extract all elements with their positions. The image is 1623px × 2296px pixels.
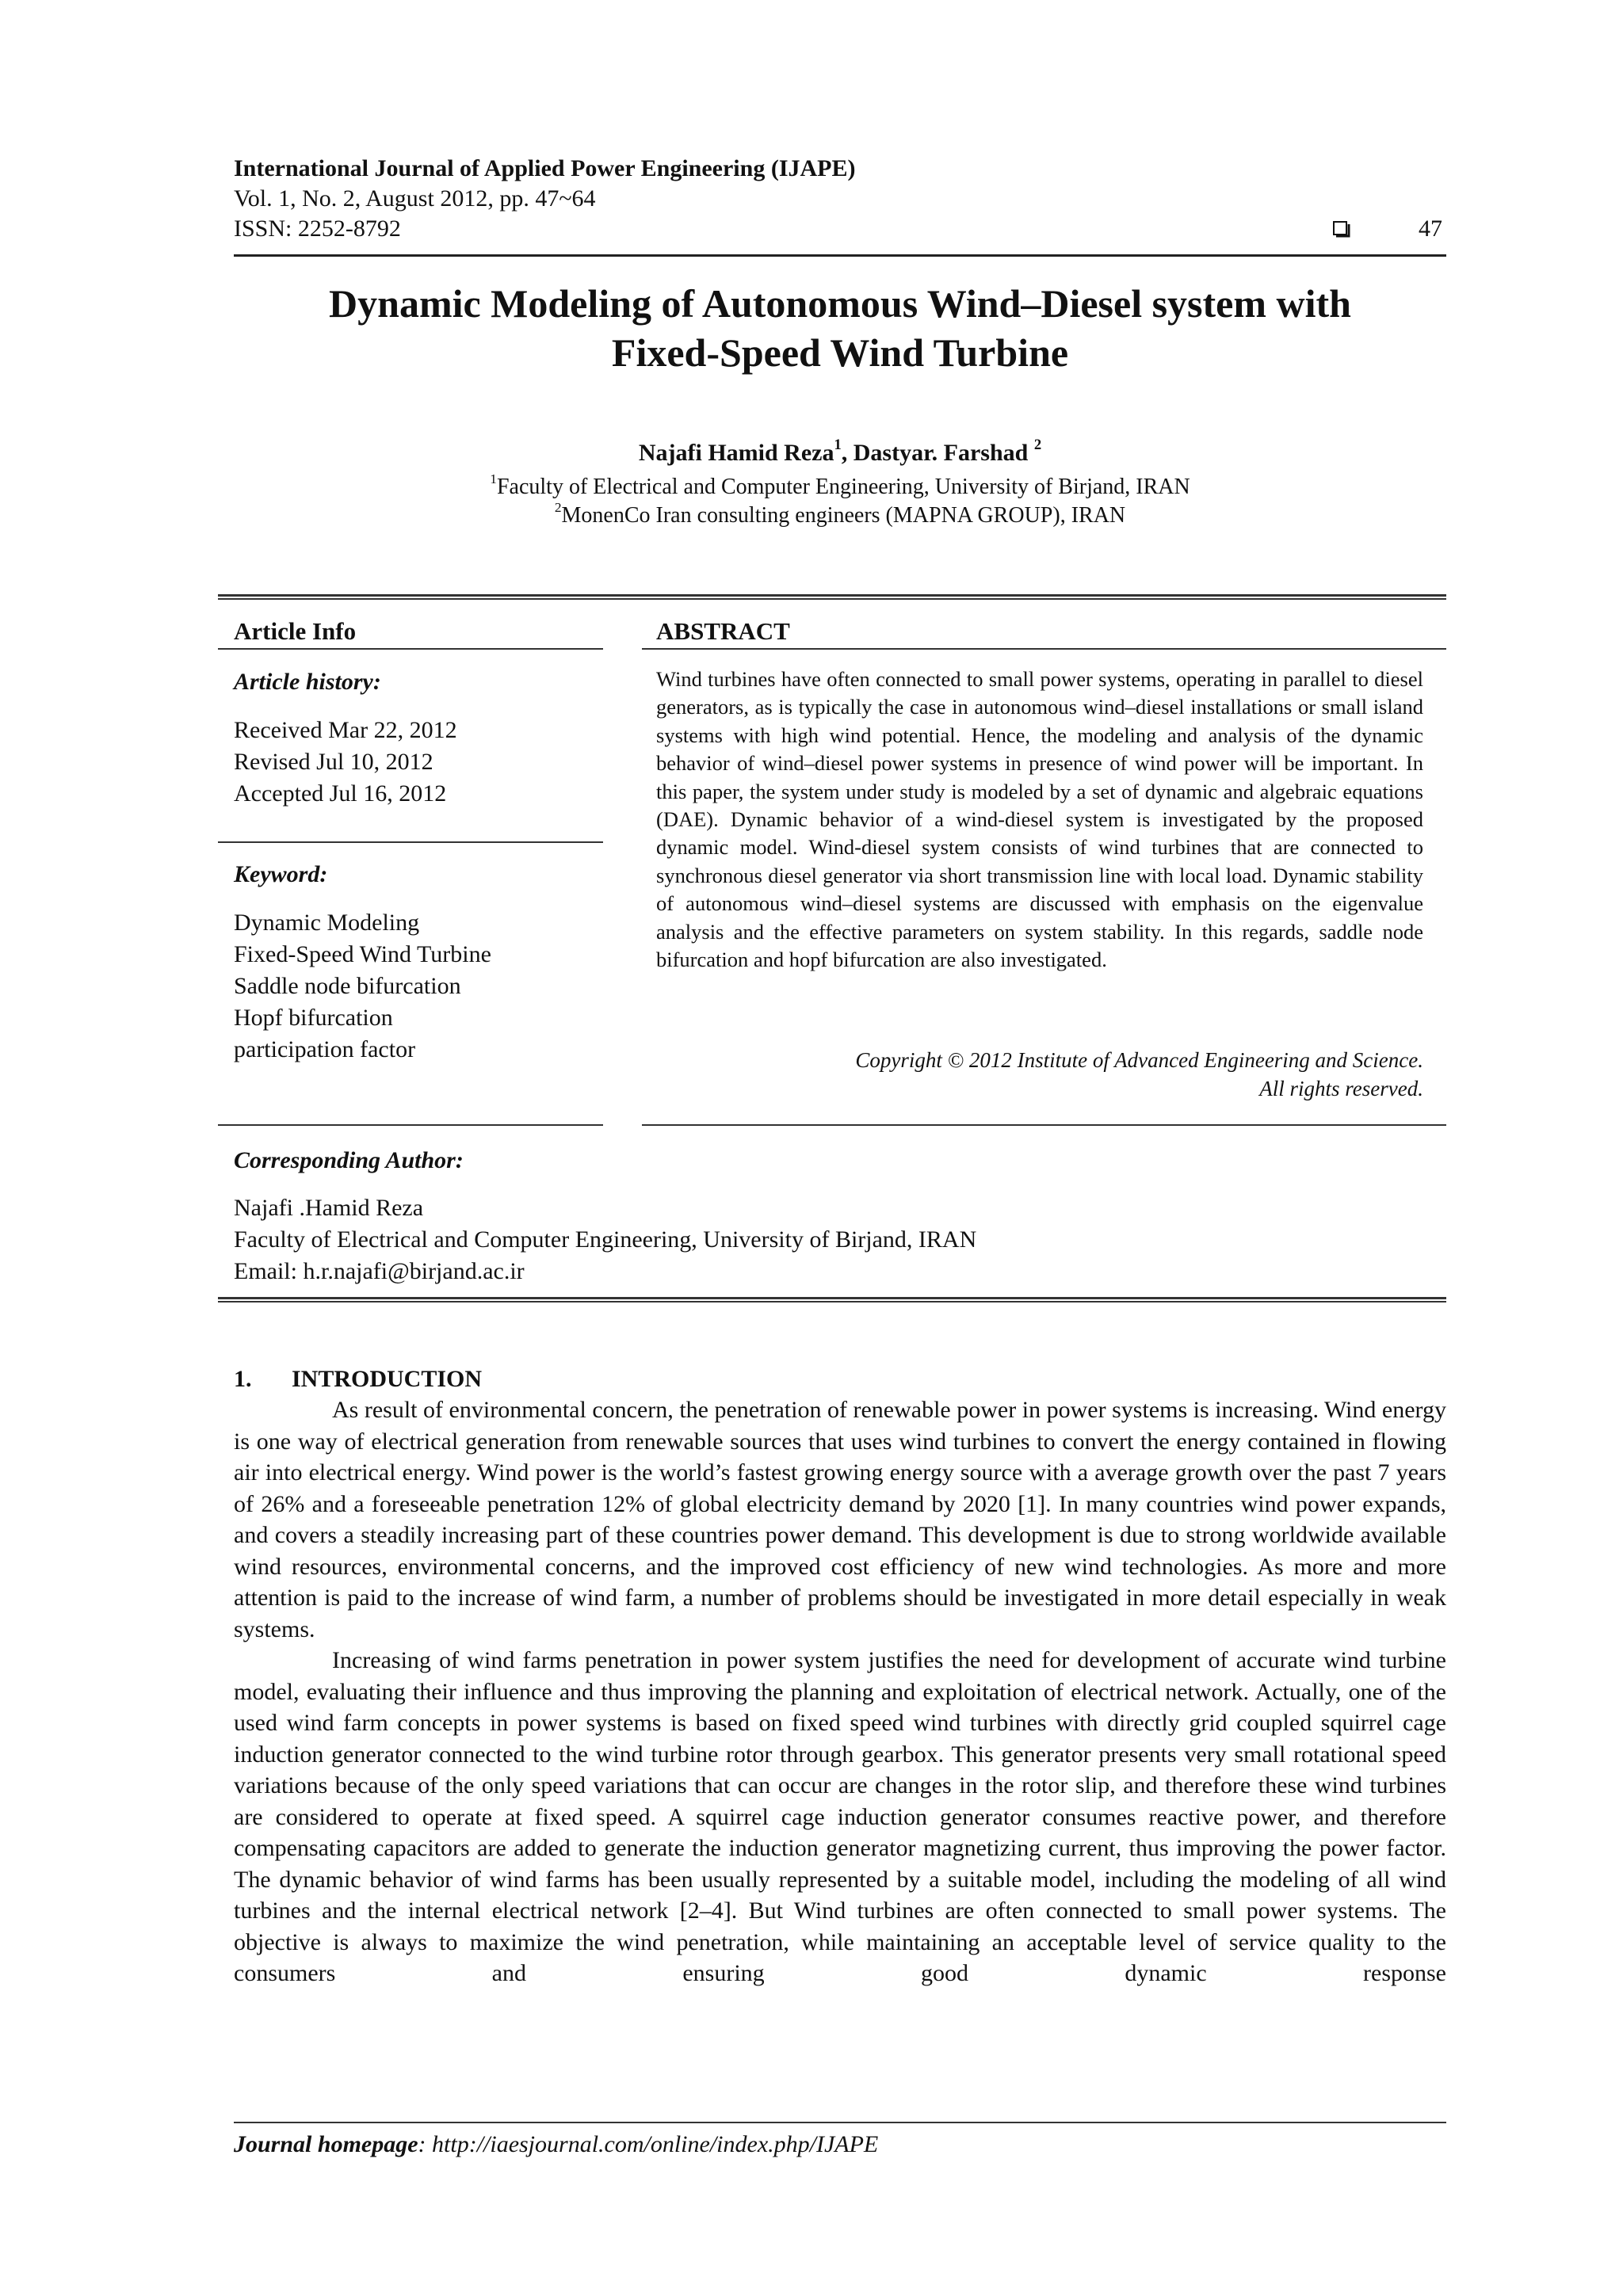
history-rule bbox=[218, 841, 603, 843]
abstract-heading: ABSTRACT bbox=[656, 617, 790, 645]
author-2: Dastyar. Farshad bbox=[853, 440, 1034, 466]
info-box-bottom-rule bbox=[218, 1297, 1446, 1302]
journal-name: International Journal of Applied Power Engineering (IJAPE) bbox=[234, 155, 856, 181]
keyword-item: Saddle node bifurcation bbox=[234, 973, 461, 999]
abstract-rule bbox=[642, 648, 1446, 650]
author-1: Najafi Hamid Reza bbox=[638, 440, 834, 466]
affiliation-1-sup: 1 bbox=[490, 471, 497, 487]
journal-homepage bbox=[234, 2130, 878, 2160]
section-number: 1. bbox=[234, 1366, 252, 1392]
copyright-line-2: All rights reserved. bbox=[1259, 1077, 1423, 1100]
article-history-list bbox=[234, 715, 457, 810]
author-separator: , bbox=[841, 440, 854, 466]
affiliation-1-text: Faculty of Electrical and Computer Engineering, University of Birjand, IRAN bbox=[496, 475, 1190, 499]
footer-rule bbox=[234, 2122, 1446, 2123]
abstract-bottom-rule bbox=[642, 1124, 1446, 1126]
homepage-label: Journal homepage bbox=[234, 2131, 418, 2157]
history-accepted: Accepted Jul 16, 2012 bbox=[234, 780, 447, 807]
affiliation-2-sup: 2 bbox=[554, 500, 562, 516]
homepage-colon: : bbox=[418, 2131, 433, 2157]
keyword-rule bbox=[218, 1124, 603, 1126]
copyright-line-1: Copyright © 2012 Institute of Advanced Engineering and Science. bbox=[855, 1048, 1423, 1072]
keyword-list bbox=[234, 907, 491, 1066]
corresponding-label: Corresponding Author: bbox=[234, 1147, 464, 1173]
affiliation-2 bbox=[234, 502, 1446, 529]
author-list bbox=[234, 438, 1446, 468]
abstract-text: Wind turbines have often connected to small power systems, operating in parallel to diesel generators, as is typically the case in autonomous wind–diesel installations or small island systems with high wind potential. Hence, the modeling and analysis of the dynamic behavior of wind–diesel power systems in presence of wind power will be important. In this paper, the system under study is modeled by a set of dynamic and algebraic equations (DAE). Dynamic behavior of a wind-diesel system is investigated by the proposed dynamic model. Wind-diesel system consists of wind turbines that are connected to synchronous diesel generator via short transmission line with local load. Dynamic stability of autonomous wind–diesel systems are discussed with emphasis on the eigenvalue analysis and the effective parameters on system stability. In this regards, saddle node bifurcation and hopf bifurcation are also investigated. bbox=[656, 667, 1423, 972]
author-1-sup: 1 bbox=[834, 437, 842, 454]
paper-title bbox=[234, 279, 1446, 377]
section-heading bbox=[234, 1364, 482, 1394]
keyword-item: Fixed-Speed Wind Turbine bbox=[234, 941, 491, 967]
author-2-sup: 2 bbox=[1033, 437, 1042, 454]
corresponding-affiliation: Faculty of Electrical and Computer Engineering, University of Birjand, IRAN bbox=[234, 1226, 977, 1253]
homepage-url[interactable]: http://iaesjournal.com/online/index.php/IJAPE bbox=[432, 2131, 879, 2157]
journal-issn: ISSN: 2252-8792 bbox=[234, 215, 401, 242]
article-info-rule bbox=[218, 648, 603, 650]
history-received: Received Mar 22, 2012 bbox=[234, 717, 457, 743]
info-box-top-rule bbox=[218, 594, 1446, 600]
body-paragraph: As result of environmental concern, the penetration of renewable power in power systems is increasing. Wind energy is one way of electrical generation from renewable sources that uses wind turbines to convert the energy contained in flowing air into electrical energy. Wind power is the world’s fastest growing energy source with a average growth over the past 7 years of 26% and a foreseeable penetration 12% of global electricity demand by 2020 [1]. In many countries wind power expands, and covers a steadily increasing part of these countries power demand. This development is due to strong worldwide available wind resources, environmental concerns, and the improved cost efficiency of new wind technologies. As more and more attention is paid to the increase of wind farm, a number of problems should be investigated in more detail especially in weak systems. bbox=[234, 1397, 1446, 1642]
keyword-item: Dynamic Modeling bbox=[234, 910, 420, 936]
article-info-heading: Article Info bbox=[234, 617, 357, 645]
copyright-notice bbox=[656, 1046, 1423, 1103]
title-line-2: Fixed-Speed Wind Turbine bbox=[611, 330, 1069, 375]
article-history-label: Article history: bbox=[234, 669, 381, 695]
affiliation-2-text: MonenCo Iran consulting engineers (MAPNA GROUP), IRAN bbox=[561, 503, 1126, 528]
page-number: 47 bbox=[1419, 215, 1442, 242]
header-rule bbox=[234, 254, 1446, 257]
corresponding-name: Najafi .Hamid Reza bbox=[234, 1195, 424, 1221]
title-line-1: Dynamic Modeling of Autonomous Wind–Diesel system with bbox=[329, 281, 1351, 326]
affiliation-1 bbox=[234, 471, 1446, 501]
body-paragraph: Increasing of wind farms penetration in power system justifies the need for development of accurate wind turbine model, evaluating their influence and thus improving the planning and exploitation of electrical network. Actually, one of the used wind farm concepts in power systems is based on fixed speed wind turbines with directly grid coupled squirrel cage induction generator connected to the wind turbine rotor through gearbox. This generator presents very small rotational speed variations because of the only speed variations that can occur are changes in the rotor slip, and therefore these wind turbines are considered to operate at fixed speed. A squirrel cage induction generator consumes reactive power, and therefore compensating capacitors are added to generate the induction generator magnetizing current, thus improving the power factor. The dynamic behavior of wind farms has been usually represented by a suitable model, including the modeling of all wind turbines and the internal electrical network [2–4]. But Wind turbines are often connected to small power systems. The objective is always to maximize the wind penetration, while maintaining an acceptable level of service quality to the consumers and ensuring good dynamic response bbox=[234, 1647, 1446, 1986]
journal-volume: Vol. 1, No. 2, August 2012, pp. 47~64 bbox=[234, 185, 596, 212]
section-title: INTRODUCTION bbox=[292, 1366, 483, 1392]
corresponding-email: Email: h.r.najafi@birjand.ac.ir bbox=[234, 1258, 525, 1284]
box-icon bbox=[1333, 221, 1350, 238]
keyword-item: Hopf bifurcation bbox=[234, 1005, 393, 1031]
section-body bbox=[234, 1394, 1446, 1989]
history-revised: Revised Jul 10, 2012 bbox=[234, 749, 433, 775]
keyword-item: participation factor bbox=[234, 1036, 416, 1062]
keyword-label: Keyword: bbox=[234, 861, 328, 887]
